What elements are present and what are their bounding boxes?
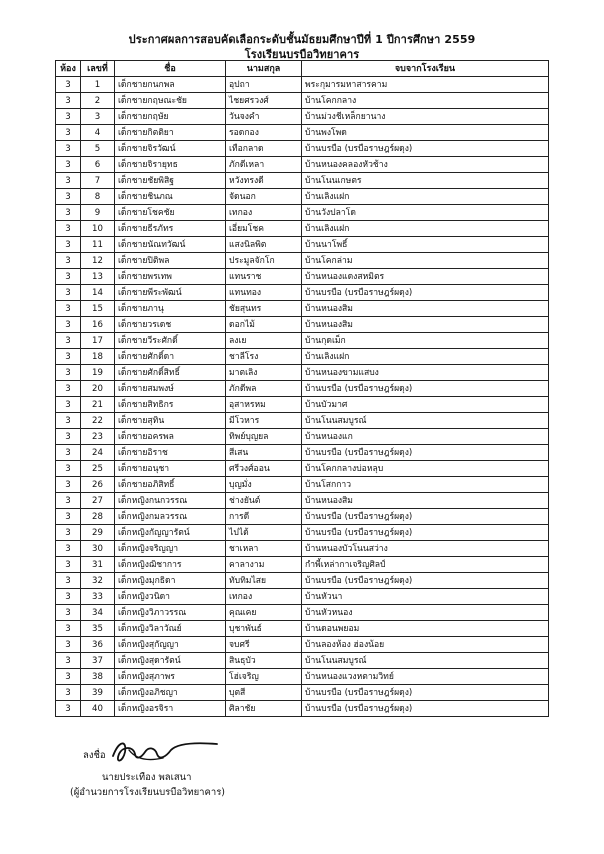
cell-previous-school: บ้านหนองสิม (302, 317, 549, 333)
cell-room: 3 (56, 605, 81, 621)
cell-previous-school: บ้านกุดเม็ก (302, 333, 549, 349)
cell-number: 10 (81, 221, 115, 237)
cell-room: 3 (56, 125, 81, 141)
cell-previous-school: บ้านม่วงชีเหล็กยานาง (302, 109, 549, 125)
signature-block (0, 730, 604, 840)
cell-room: 3 (56, 589, 81, 605)
table-row (56, 157, 549, 173)
table-row (56, 413, 549, 429)
cell-previous-school: บ้านโนนสมบูรณ์ (302, 653, 549, 669)
cell-first-name: เด็กหญิงสุภาพร (115, 669, 226, 685)
table-row (56, 125, 549, 141)
cell-previous-school: บ้านวังปลาโด (302, 205, 549, 221)
cell-first-name: เด็กชายอครพล (115, 429, 226, 445)
cell-number: 18 (81, 349, 115, 365)
table-header-row (56, 61, 549, 77)
table-row (56, 77, 549, 93)
cell-room: 3 (56, 445, 81, 461)
table-row (56, 621, 549, 637)
header-number: เลขที่ (81, 61, 115, 77)
cell-previous-school: บ้านนาโพธิ์ (302, 237, 549, 253)
cell-first-name: เด็กชายกฤษัย (115, 109, 226, 125)
cell-first-name: เด็กชายพรเทพ (115, 269, 226, 285)
cell-room: 3 (56, 573, 81, 589)
cell-number: 19 (81, 365, 115, 381)
cell-previous-school: บ้านโคกกลาง (302, 93, 549, 109)
cell-number: 8 (81, 189, 115, 205)
table-row (56, 477, 549, 493)
cell-number: 11 (81, 237, 115, 253)
cell-last-name: ช่างยันต์ (226, 493, 302, 509)
table-row (56, 685, 549, 701)
cell-first-name: เด็กชายวรเดช (115, 317, 226, 333)
cell-number: 13 (81, 269, 115, 285)
cell-room: 3 (56, 141, 81, 157)
cell-room: 3 (56, 365, 81, 381)
cell-previous-school: บ้านบรบือ (บรบือราษฎร์ผดุง) (302, 141, 549, 157)
table-row (56, 301, 549, 317)
cell-last-name: เอี่ยมโชค (226, 221, 302, 237)
cell-previous-school: บ้านเลิงแฝก (302, 349, 549, 365)
cell-first-name: เด็กหญิงกัญญารัตน์ (115, 525, 226, 541)
school-name: โรงเรียนบรบือวิทยาคาร (244, 48, 360, 61)
cell-room: 3 (56, 701, 81, 717)
cell-number: 24 (81, 445, 115, 461)
cell-last-name: การดี (226, 509, 302, 525)
cell-last-name: เทกอง (226, 205, 302, 221)
table-row (56, 253, 549, 269)
cell-previous-school: บ้านหนองคลองหัวช้าง (302, 157, 549, 173)
cell-last-name: เทือกลาด (226, 141, 302, 157)
cell-last-name: บุญมั่ง (226, 477, 302, 493)
cell-last-name: ทับทิมไสย (226, 573, 302, 589)
table-row (56, 461, 549, 477)
cell-number: 7 (81, 173, 115, 189)
cell-first-name: เด็กชายสุทิน (115, 413, 226, 429)
cell-number: 29 (81, 525, 115, 541)
cell-last-name: บุตสี (226, 685, 302, 701)
cell-first-name: เด็กชายกฤษณะชัย (115, 93, 226, 109)
cell-first-name: เด็กชายสมพงษ์ (115, 381, 226, 397)
cell-last-name: หวังทรงดี (226, 173, 302, 189)
cell-last-name: แทนราช (226, 269, 302, 285)
cell-number: 22 (81, 413, 115, 429)
cell-number: 15 (81, 301, 115, 317)
cell-last-name: อุสาหรหม (226, 397, 302, 413)
cell-first-name: เด็กหญิงวนิดา (115, 589, 226, 605)
cell-last-name: ศิลาชัย (226, 701, 302, 717)
cell-room: 3 (56, 525, 81, 541)
cell-previous-school: บ้านหนองแก (302, 429, 549, 445)
table-row (56, 141, 549, 157)
cell-number: 34 (81, 605, 115, 621)
cell-first-name: เด็กชายศักดิ์ดา (115, 349, 226, 365)
cell-previous-school: บ้านดอนพยอม (302, 621, 549, 637)
cell-last-name: ชัยสุนทร (226, 301, 302, 317)
cell-previous-school: บ้านโคกกลางบ่อหลุบ (302, 461, 549, 477)
cell-first-name: เด็กชายสิทธิกร (115, 397, 226, 413)
handwritten-signature (105, 734, 225, 770)
cell-last-name: จัดนอก (226, 189, 302, 205)
cell-previous-school: บ้านหนองสิม (302, 301, 549, 317)
cell-room: 3 (56, 669, 81, 685)
cell-first-name: เด็กชายศักดิ์สิทธิ์ (115, 365, 226, 381)
cell-previous-school: บ้านหนองสิม (302, 493, 549, 509)
header-room: ห้อง (56, 61, 81, 77)
table-row (56, 637, 549, 653)
cell-previous-school: บ้านหนองแดงสหมิตร (302, 269, 549, 285)
cell-last-name: แทนทอง (226, 285, 302, 301)
cell-number: 39 (81, 685, 115, 701)
cell-first-name: เด็กชายชินภณ (115, 189, 226, 205)
cell-room: 3 (56, 621, 81, 637)
cell-room: 3 (56, 109, 81, 125)
table-row (56, 269, 549, 285)
cell-first-name: เด็กชายอภิสิทธิ์ (115, 477, 226, 493)
cell-room: 3 (56, 333, 81, 349)
cell-previous-school: บ้านโนนเกษตร (302, 173, 549, 189)
cell-room: 3 (56, 317, 81, 333)
cell-last-name: เทกอง (226, 589, 302, 605)
cell-room: 3 (56, 397, 81, 413)
cell-last-name: ภักดีเหลา (226, 157, 302, 173)
cell-number: 35 (81, 621, 115, 637)
cell-last-name: ทิพย์บุญยล (226, 429, 302, 445)
sign-label: ลงชื่อ (83, 750, 106, 761)
cell-first-name: เด็กชายภานุ (115, 301, 226, 317)
cell-number: 25 (81, 461, 115, 477)
cell-last-name: ไปได้ (226, 525, 302, 541)
cell-first-name: เด็กหญิงกนกวรรณ (115, 493, 226, 509)
table-row (56, 525, 549, 541)
cell-room: 3 (56, 477, 81, 493)
cell-number: 2 (81, 93, 115, 109)
cell-first-name: เด็กชายปิติพล (115, 253, 226, 269)
table-row (56, 93, 549, 109)
cell-number: 6 (81, 157, 115, 173)
table-row (56, 589, 549, 605)
cell-room: 3 (56, 541, 81, 557)
cell-number: 38 (81, 669, 115, 685)
cell-number: 3 (81, 109, 115, 125)
cell-number: 9 (81, 205, 115, 221)
cell-last-name: ภักดีพล (226, 381, 302, 397)
cell-last-name: รอดกอง (226, 125, 302, 141)
cell-last-name: สินธุบัว (226, 653, 302, 669)
table-row (56, 317, 549, 333)
cell-first-name: เด็กชายนัณทวัฒน์ (115, 237, 226, 253)
table-row (56, 237, 549, 253)
cell-last-name: คุณเคย (226, 605, 302, 621)
table-row (56, 349, 549, 365)
cell-previous-school: บ้านบรบือ (บรบือราษฎร์ผดุง) (302, 509, 549, 525)
cell-first-name: เด็กหญิงสุกัญญา (115, 637, 226, 653)
cell-room: 3 (56, 173, 81, 189)
cell-room: 3 (56, 493, 81, 509)
cell-room: 3 (56, 77, 81, 93)
cell-number: 17 (81, 333, 115, 349)
cell-last-name: มาตเลิง (226, 365, 302, 381)
cell-previous-school: พระกุมารมหาสารคาม (302, 77, 549, 93)
cell-room: 3 (56, 301, 81, 317)
cell-previous-school: บ้านบรบือ (บรบือราษฎร์ผดุง) (302, 685, 549, 701)
cell-first-name: เด็กหญิงมุกธิดา (115, 573, 226, 589)
table-row (56, 573, 549, 589)
cell-number: 40 (81, 701, 115, 717)
table-row (56, 381, 549, 397)
cell-number: 33 (81, 589, 115, 605)
table-row (56, 397, 549, 413)
signer-name: นายประเทือง พลเสนา (102, 772, 192, 783)
cell-room: 3 (56, 637, 81, 653)
cell-last-name: คาลางาม (226, 557, 302, 573)
cell-room: 3 (56, 429, 81, 445)
page-title: ประกาศผลการสอบคัดเลือกระดับชั้นมัธยมศึกษาปีที่ 1 ปีการศึกษา 2559 (128, 33, 476, 46)
header-first-name: ชื่อ (115, 61, 226, 77)
table-row (56, 701, 549, 717)
cell-room: 3 (56, 237, 81, 253)
cell-previous-school: บ้านโสกกาว (302, 477, 549, 493)
cell-first-name: เด็กหญิงกมลวรรณ (115, 509, 226, 525)
cell-number: 36 (81, 637, 115, 653)
cell-number: 26 (81, 477, 115, 493)
cell-number: 23 (81, 429, 115, 445)
table-row (56, 173, 549, 189)
table-row (56, 541, 549, 557)
cell-number: 20 (81, 381, 115, 397)
cell-first-name: เด็กหญิงอภิชญา (115, 685, 226, 701)
cell-previous-school: บ้านหัวนา (302, 589, 549, 605)
cell-last-name: ไชยศรวงศ์ (226, 93, 302, 109)
table-row (56, 189, 549, 205)
cell-number: 14 (81, 285, 115, 301)
cell-last-name: โฮ่เจริญ (226, 669, 302, 685)
cell-number: 27 (81, 493, 115, 509)
cell-room: 3 (56, 653, 81, 669)
cell-number: 30 (81, 541, 115, 557)
table-row (56, 429, 549, 445)
cell-number: 12 (81, 253, 115, 269)
table-row (56, 605, 549, 621)
cell-first-name: เด็กชายชัยพิสิฐ (115, 173, 226, 189)
cell-number: 4 (81, 125, 115, 141)
table-row (56, 653, 549, 669)
cell-last-name: ศรีวงศ์ออน (226, 461, 302, 477)
table-row (56, 205, 549, 221)
cell-last-name: มีโวหาร (226, 413, 302, 429)
cell-number: 1 (81, 77, 115, 93)
cell-room: 3 (56, 285, 81, 301)
signer-title: (ผู้อำนวยการโรงเรียนบรบือวิทยาคาร) (70, 787, 226, 798)
table-row (56, 493, 549, 509)
cell-room: 3 (56, 269, 81, 285)
cell-room: 3 (56, 205, 81, 221)
cell-number: 32 (81, 573, 115, 589)
cell-previous-school: บ้านหนองแวงหตามวิทย์ (302, 669, 549, 685)
cell-last-name: ประมูลจักโก (226, 253, 302, 269)
cell-room: 3 (56, 189, 81, 205)
cell-last-name: บุชาพันธ์ (226, 621, 302, 637)
table-row (56, 285, 549, 301)
cell-previous-school: บ้านบรบือ (บรบือราษฎร์ผดุง) (302, 525, 549, 541)
table-row (56, 557, 549, 573)
cell-previous-school: บ้านโคกล่าม (302, 253, 549, 269)
cell-first-name: เด็กหญิงสุดารัตน์ (115, 653, 226, 669)
cell-first-name: เด็กหญิงอรจิรา (115, 701, 226, 717)
cell-last-name: ชาเหลา (226, 541, 302, 557)
cell-previous-school: บ้านลองห้อง ฮ่องน้อย (302, 637, 549, 653)
cell-first-name: เด็กหญิงจริญญา (115, 541, 226, 557)
cell-previous-school: บ้านพงโพด (302, 125, 549, 141)
results-table (55, 60, 549, 717)
cell-number: 31 (81, 557, 115, 573)
cell-previous-school: บ้านบรบือ (บรบือราษฎร์ผดุง) (302, 285, 549, 301)
cell-first-name: เด็กหญิงวิภาวรรณ (115, 605, 226, 621)
cell-last-name: สีเสน (226, 445, 302, 461)
header-previous-school: จบจากโรงเรียน (302, 61, 549, 77)
cell-room: 3 (56, 381, 81, 397)
cell-first-name: เด็กหญิงวิลาวัณย์ (115, 621, 226, 637)
cell-room: 3 (56, 685, 81, 701)
cell-first-name: เด็กชายธีรภัทร (115, 221, 226, 237)
cell-last-name: วันจงคำ (226, 109, 302, 125)
cell-first-name: เด็กชายจิรายุทธ (115, 157, 226, 173)
cell-room: 3 (56, 221, 81, 237)
cell-previous-school: บ้านบรบือ (บรบือราษฎร์ผดุง) (302, 573, 549, 589)
table-row (56, 109, 549, 125)
cell-previous-school: บ้านบัวมาศ (302, 397, 549, 413)
cell-previous-school: บ้านบรบือ (บรบือราษฎร์ผดุง) (302, 381, 549, 397)
header-last-name: นามสกุล (226, 61, 302, 77)
cell-previous-school: กำพี้เหล่ากาเจริญศิลป์ (302, 557, 549, 573)
cell-first-name: เด็กหญิงฌิชาการ (115, 557, 226, 573)
cell-last-name: แสงนิลพิต (226, 237, 302, 253)
cell-number: 28 (81, 509, 115, 525)
table-row (56, 445, 549, 461)
cell-room: 3 (56, 509, 81, 525)
table-row (56, 221, 549, 237)
cell-first-name: เด็กชายอนุชา (115, 461, 226, 477)
cell-number: 37 (81, 653, 115, 669)
cell-room: 3 (56, 413, 81, 429)
cell-room: 3 (56, 157, 81, 173)
cell-previous-school: บ้านเลิงแฝก (302, 189, 549, 205)
cell-previous-school: บ้านหัวหนอง (302, 605, 549, 621)
cell-room: 3 (56, 557, 81, 573)
cell-previous-school: บ้านหนองบัวโนนสว่าง (302, 541, 549, 557)
cell-first-name: เด็กชายวีระศักดิ์ (115, 333, 226, 349)
cell-previous-school: บ้านเลิงแฝก (302, 221, 549, 237)
cell-room: 3 (56, 461, 81, 477)
cell-last-name: ชาลีโรง (226, 349, 302, 365)
cell-previous-school: บ้านบรบือ (บรบือราษฎร์ผดุง) (302, 445, 549, 461)
cell-last-name: จบศรี (226, 637, 302, 653)
table-body (56, 77, 549, 717)
cell-previous-school: บ้านหนองขามแสบง (302, 365, 549, 381)
cell-first-name: เด็กชายพีระพัฒน์ (115, 285, 226, 301)
table-row (56, 365, 549, 381)
cell-first-name: เด็กชายอิราช (115, 445, 226, 461)
table-row (56, 509, 549, 525)
table-row (56, 333, 549, 349)
table-row (56, 669, 549, 685)
cell-room: 3 (56, 253, 81, 269)
cell-first-name: เด็กชายกนกพล (115, 77, 226, 93)
cell-previous-school: บ้านบรบือ (บรบือราษฎร์ผดุง) (302, 701, 549, 717)
cell-number: 5 (81, 141, 115, 157)
cell-first-name: เด็กชายจิรวัฒน์ (115, 141, 226, 157)
cell-previous-school: บ้านโนนสมบูรณ์ (302, 413, 549, 429)
cell-number: 16 (81, 317, 115, 333)
cell-room: 3 (56, 349, 81, 365)
cell-first-name: เด็กชายโชคชัย (115, 205, 226, 221)
cell-last-name: ดอกไม้ (226, 317, 302, 333)
cell-last-name: อุปถา (226, 77, 302, 93)
cell-last-name: ลงเย (226, 333, 302, 349)
cell-room: 3 (56, 93, 81, 109)
cell-number: 21 (81, 397, 115, 413)
cell-first-name: เด็กชายกิตติยา (115, 125, 226, 141)
